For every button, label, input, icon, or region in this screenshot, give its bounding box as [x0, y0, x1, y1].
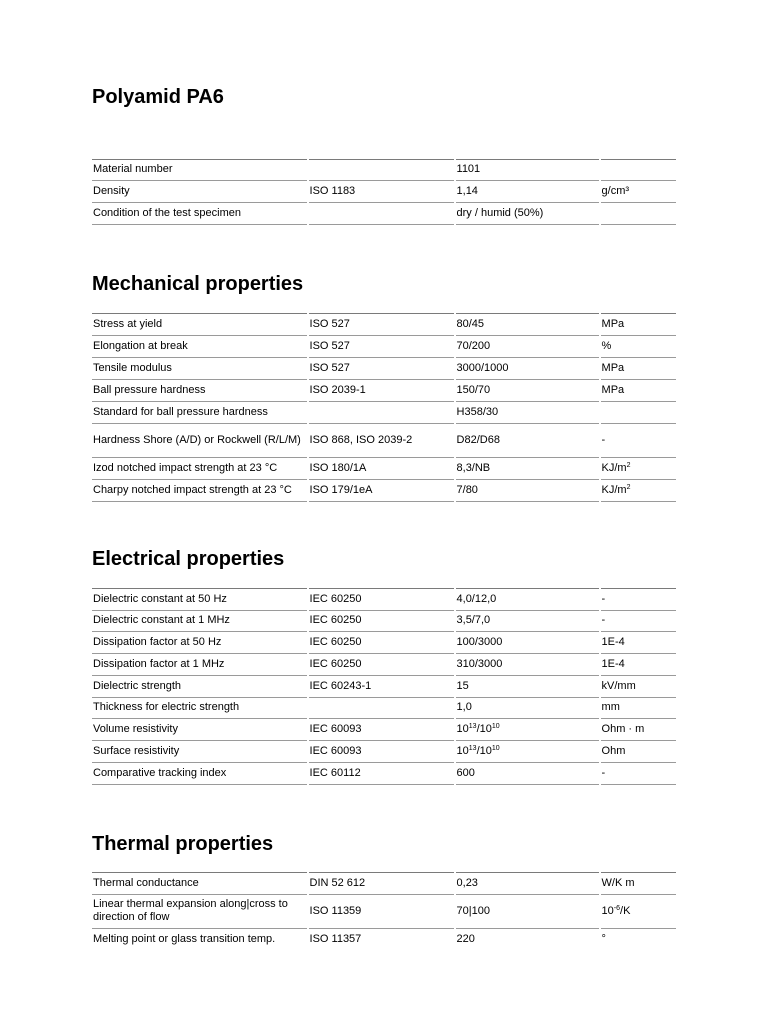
property-cell: Standard for ball pressure hardness	[92, 401, 307, 423]
section-title-electrical: Electrical properties	[92, 548, 285, 570]
unit-exponent: 2	[626, 461, 631, 469]
standard-cell	[309, 202, 454, 224]
unit-cell: -	[601, 588, 676, 610]
property-cell: Volume resistivity	[92, 718, 307, 740]
property-cell: Dissipation factor at 1 MHz	[92, 653, 307, 675]
standard-cell	[309, 401, 454, 423]
standard-cell: ISO 11359	[309, 894, 454, 928]
unit-cell	[601, 202, 676, 224]
property-cell: Izod notched impact strength at 23 °C	[92, 457, 307, 479]
unit-cell: MPa	[601, 379, 676, 401]
property-cell: Comparative tracking index	[92, 762, 307, 784]
property-cell: Dissipation factor at 50 Hz	[92, 631, 307, 653]
value-cell: 80/45	[456, 313, 599, 335]
value-cell: 3,5/7,0	[456, 610, 599, 631]
property-cell: Material number	[92, 159, 307, 180]
unit-cell: °	[601, 928, 676, 950]
standard-cell: ISO 527	[309, 313, 454, 335]
unit-cell	[601, 401, 676, 423]
property-cell: Melting point or glass transition temp.	[92, 928, 307, 950]
table-row	[92, 740, 676, 762]
value-cell: 15	[456, 675, 599, 697]
unit-cell	[601, 894, 676, 928]
property-cell: Stress at yield	[92, 313, 307, 335]
table-row	[92, 718, 676, 740]
table-row	[92, 335, 676, 357]
standard-cell: ISO 1183	[309, 180, 454, 202]
unit-base: KJ/m	[601, 483, 627, 496]
property-cell: Surface resistivity	[92, 740, 307, 762]
value-exponent: 13	[468, 722, 477, 730]
unit-cell: Ohm	[601, 740, 676, 762]
table-row	[92, 379, 676, 401]
value-cell: dry / humid (50%)	[456, 202, 599, 224]
value-base: 10	[456, 722, 469, 735]
unit-exponent: 2	[626, 483, 631, 491]
table-row	[92, 675, 676, 697]
property-cell: Charpy notched impact strength at 23 °C	[92, 479, 307, 501]
standard-cell: DIN 52 612	[309, 872, 454, 894]
table-row	[92, 894, 676, 928]
value-cell: 310/3000	[456, 653, 599, 675]
property-cell: Dielectric constant at 1 MHz	[92, 610, 307, 631]
standard-cell	[309, 697, 454, 718]
unit-cell	[601, 457, 676, 479]
property-cell: Dielectric constant at 50 Hz	[92, 588, 307, 610]
unit-cell	[601, 159, 676, 180]
table-row	[92, 202, 676, 224]
standard-cell: ISO 179/1eA	[309, 479, 454, 501]
table-row	[92, 479, 676, 501]
section-title-mechanical: Mechanical properties	[92, 273, 304, 295]
value-cell: 150/70	[456, 379, 599, 401]
unit-tail: /K	[620, 904, 631, 917]
unit-cell: MPa	[601, 357, 676, 379]
table-row	[92, 610, 676, 631]
value-cell: 8,3/NB	[456, 457, 599, 479]
section-title-thermal: Thermal properties	[92, 833, 274, 855]
standard-cell: IEC 60250	[309, 631, 454, 653]
value-exponent: 13	[468, 744, 477, 752]
value-cell	[456, 740, 599, 762]
value-cell: 1101	[456, 159, 599, 180]
standard-cell: ISO 527	[309, 357, 454, 379]
standard-cell	[309, 159, 454, 180]
value-base: /10	[476, 722, 492, 735]
value-base: 10	[456, 744, 469, 757]
unit-base: KJ/m	[601, 461, 627, 474]
unit-exponent: -6	[613, 904, 621, 912]
value-cell: 4,0/12,0	[456, 588, 599, 610]
table-row	[92, 872, 676, 894]
table-row	[92, 588, 676, 610]
standard-cell: IEC 60250	[309, 588, 454, 610]
property-cell: Thermal conductance	[92, 872, 307, 894]
property-cell: Dielectric strength	[92, 675, 307, 697]
standard-cell: IEC 60093	[309, 740, 454, 762]
property-cell: Thickness for electric strength	[92, 697, 307, 718]
standard-cell: ISO 11357	[309, 928, 454, 950]
value-exponent: 10	[491, 744, 500, 752]
standard-cell: ISO 868, ISO 2039-2	[309, 423, 454, 457]
property-cell: Linear thermal expansion along|cross to direction of flow	[92, 894, 307, 928]
unit-cell: Ohm · m	[601, 718, 676, 740]
table-row	[92, 159, 676, 180]
value-cell: 3000/1000	[456, 357, 599, 379]
unit-cell	[601, 479, 676, 501]
table-row	[92, 423, 676, 457]
table-row	[92, 762, 676, 784]
property-cell: Condition of the test specimen	[92, 202, 307, 224]
standard-cell: IEC 60243-1	[309, 675, 454, 697]
table-row	[92, 697, 676, 718]
value-cell: 70/200	[456, 335, 599, 357]
property-cell: Density	[92, 180, 307, 202]
unit-base: 10	[601, 904, 614, 917]
value-cell	[456, 718, 599, 740]
table-row	[92, 928, 676, 950]
unit-cell: MPa	[601, 313, 676, 335]
unit-cell: 1E-4	[601, 653, 676, 675]
mechanical-table	[92, 313, 676, 501]
electrical-table	[92, 588, 676, 784]
value-base: /10	[476, 744, 492, 757]
value-cell: 1,0	[456, 697, 599, 718]
value-cell: 600	[456, 762, 599, 784]
unit-cell: mm	[601, 697, 676, 718]
value-cell: D82/D68	[456, 423, 599, 457]
standard-cell: ISO 2039-1	[309, 379, 454, 401]
unit-cell: -	[601, 423, 676, 457]
table-row	[92, 357, 676, 379]
value-cell: 220	[456, 928, 599, 950]
table-row	[92, 631, 676, 653]
standard-cell: IEC 60250	[309, 610, 454, 631]
value-cell: 100/3000	[456, 631, 599, 653]
unit-cell: W/K m	[601, 872, 676, 894]
property-cell: Tensile modulus	[92, 357, 307, 379]
value-cell: 1,14	[456, 180, 599, 202]
unit-cell: -	[601, 610, 676, 631]
value-exponent: 10	[491, 722, 500, 730]
standard-cell: IEC 60250	[309, 653, 454, 675]
table-row	[92, 313, 676, 335]
standard-cell: IEC 60093	[309, 718, 454, 740]
table-row	[92, 401, 676, 423]
standard-cell: IEC 60112	[309, 762, 454, 784]
unit-cell: 1E-4	[601, 631, 676, 653]
unit-cell: %	[601, 335, 676, 357]
standard-cell: ISO 527	[309, 335, 454, 357]
property-cell: Elongation at break	[92, 335, 307, 357]
table-row	[92, 653, 676, 675]
unit-cell: kV/mm	[601, 675, 676, 697]
property-cell: Ball pressure hardness	[92, 379, 307, 401]
table-row	[92, 457, 676, 479]
page-title: Polyamid PA6	[92, 86, 224, 108]
value-cell: 0,23	[456, 872, 599, 894]
thermal-table	[92, 872, 676, 950]
standard-cell: ISO 180/1A	[309, 457, 454, 479]
value-cell: 70|100	[456, 894, 599, 928]
table-row	[92, 180, 676, 202]
unit-cell: -	[601, 762, 676, 784]
general-table	[92, 159, 676, 224]
unit-cell: g/cm³	[601, 180, 676, 202]
property-cell: Hardness Shore (A/D) or Rockwell (R/L/M)	[92, 423, 307, 457]
value-cell: 7/80	[456, 479, 599, 501]
value-cell: H358/30	[456, 401, 599, 423]
